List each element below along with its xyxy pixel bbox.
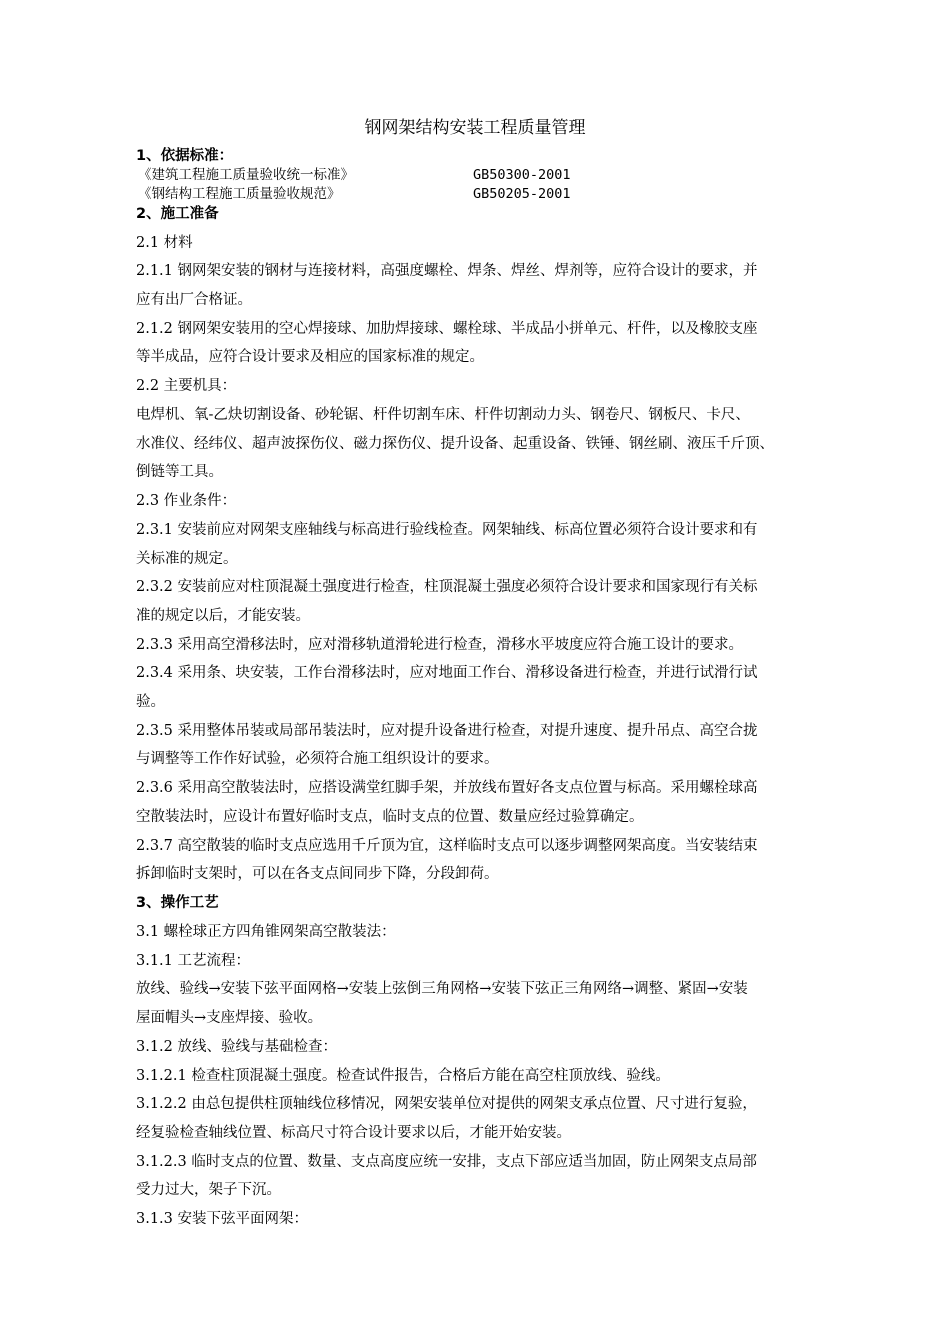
text-line: 电焊机、氧-乙炔切割设备、砂轮锯、杆件切割车床、杆件切割动力头、钢卷尺、钢板尺、卡尺、 xyxy=(136,407,750,423)
text-line: 3.1.2.1 检查柱顶混凝土强度。检查试件报告，合格后方能在高空柱顶放线、验线。 xyxy=(136,1068,670,1084)
text-line: 经复验检查轴线位置、标高尺寸符合设计要求以后，才能开始安装。 xyxy=(136,1125,571,1141)
text-line: 放线、验线→安装下弦平面网格→安装上弦倒三角网格→安装下弦正三角网络→调整、紧固→安装 xyxy=(136,981,748,997)
section1-heading: 1、依据标准： xyxy=(136,148,234,164)
text-line: 2.3.5 采用整体吊装或局部吊装法时，应对提升设备进行检查，对提升速度、提升吊点、高空合拢 xyxy=(136,723,758,739)
standard-code: GB50300-2001 xyxy=(473,167,571,183)
text-line: 受力过大，架子下沉。 xyxy=(136,1182,281,1198)
text-line: 2.3.4 采用条、块安装，工作台滑移法时，应对地面工作台、滑移设备进行检查，并进行试滑行试 xyxy=(136,665,758,681)
text-line: 倒链等工具。 xyxy=(136,464,223,480)
text-line: 水准仪、经纬仪、超声波探伤仪、磁力探伤仪、提升设备、起重设备、铁锤、钢丝刷、液压千斤顶、 xyxy=(136,436,774,452)
text-line: 验。 xyxy=(136,694,165,710)
text-line: 2.3.6 采用高空散装法时，应搭设满堂红脚手架，并放线布置好各支点位置与标高。采用螺栓球高 xyxy=(136,780,758,796)
text-line: 3.1.2 放线、验线与基础检查： xyxy=(136,1039,338,1055)
section2-heading: 2、施工准备 xyxy=(136,206,219,222)
text-line: 2.3.1 安装前应对网架支座轴线与标高进行验线检查。网架轴线、标高位置必须符合设计要求和有 xyxy=(136,522,758,538)
text-line: 3.1 螺栓球正方四角锥网架高空散装法： xyxy=(136,924,396,940)
text-line: 2.3.3 采用高空滑移法时，应对滑移轨道滑轮进行检查，滑移水平坡度应符合施工设计的要求。 xyxy=(136,637,743,653)
text-line: 应有出厂合格证。 xyxy=(136,292,252,308)
section3-heading: 3、操作工艺 xyxy=(136,895,219,911)
text-line: 与调整等工作作好试验，必须符合施工组织设计的要求。 xyxy=(136,751,499,767)
text-line: 2.2 主要机具： xyxy=(136,378,237,394)
text-line: 拆卸临时支架时，可以在各支点间同步下降，分段卸荷。 xyxy=(136,866,499,882)
text-line: 空散装法时，应设计布置好临时支点，临时支点的位置、数量应经过验算确定。 xyxy=(136,809,644,825)
text-line: 2.1.1 钢网架安装的钢材与连接材料，高强度螺栓、焊条、焊丝、焊剂等，应符合设计的要求，并 xyxy=(136,263,758,279)
text-line: 3.1.1 工艺流程： xyxy=(136,953,251,969)
text-line: 2.1.2 钢网架安装用的空心焊接球、加肋焊接球、螺栓球、半成品小拼单元、杆件，以及橡胶支座 xyxy=(136,321,758,337)
text-line: 准的规定以后，才能安装。 xyxy=(136,608,310,624)
text-line: 2.3.7 高空散装的临时支点应选用千斤顶为宜，这样临时支点可以逐步调整网架高度。当安装结束 xyxy=(136,838,758,854)
standard-name: 《建筑工程施工质量验收统一标准》 xyxy=(138,167,354,183)
standard-name: 《钢结构工程施工质量验收规范》 xyxy=(138,186,341,202)
page-title: 钢网架结构安装工程质量管理 xyxy=(364,118,586,138)
text-line: 屋面帽头→支座焊接、验收。 xyxy=(136,1010,323,1026)
text-line: 3.1.2.2 由总包提供柱顶轴线位移情况，网架安装单位对提供的网架支承点位置、尺寸进行复验， xyxy=(136,1096,757,1112)
text-line: 2.1 材料 xyxy=(136,235,193,251)
standard-code: GB50205-2001 xyxy=(473,186,571,202)
text-line: 等半成品，应符合设计要求及相应的国家标准的规定。 xyxy=(136,349,484,365)
text-line: 2.3 作业条件： xyxy=(136,493,237,509)
text-line: 3.1.2.3 临时支点的位置、数量、支点高度应统一安排，支点下部应适当加固，防止网架支点局部 xyxy=(136,1154,757,1170)
text-line: 3.1.3 安装下弦平面网架： xyxy=(136,1211,309,1227)
text-line: 关标准的规定。 xyxy=(136,551,238,567)
text-line: 2.3.2 安装前应对柱顶混凝土强度进行检查，柱顶混凝土强度必须符合设计要求和国家现行有关标 xyxy=(136,579,758,595)
